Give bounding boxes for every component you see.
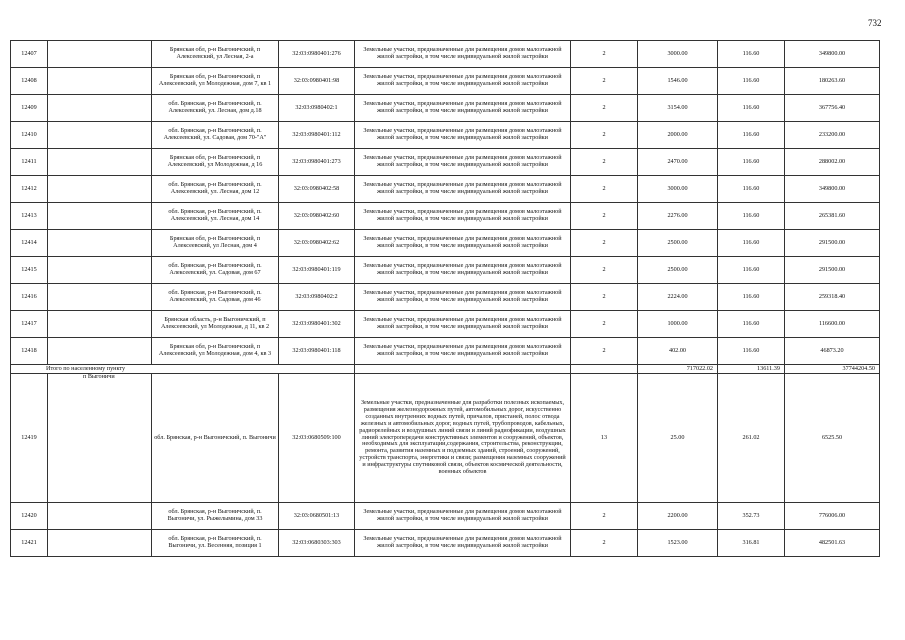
row-address: обл. Брянская, р-н Выгоничский, п. Выгоничи, ул. Рыжелымина, дом 33: [152, 503, 279, 530]
row-cadastral: 32:03:0980401:98: [279, 68, 355, 95]
row-id: 12419: [11, 374, 48, 503]
table-row: [11, 257, 880, 284]
row-id: 12416: [11, 284, 48, 311]
row-cadastral: 32:03:0980401:276: [279, 41, 355, 68]
row-group: 2: [571, 68, 638, 95]
row-purpose: Земельные участки, предназначенные для разработки полезных ископаемых, размещения железнодорожных путей, автомобильных дорог, искусственно созданных внутренних водных путей, причалов, пристаней, полос отвода железных и автомобильных дорог, водных путей, трубопроводов, кабельных, радиорелейных и воздушных линий связи и линий радиофикации, воздушных линий электропередачи конструктивных элементов и сооружений, объектов, необходимых для эксплуатации,содержания, строительства, реконструкции, ремонта, развития наземных и подземных зданий, строений, сооружений, устройств транспорта, энергетики и связи; размещения наземных сооружений и инфраструктуры спутниковой связи, объектов космической деятельности, военных объектов: [355, 374, 571, 503]
row-id: 12409: [11, 95, 48, 122]
row-area: 2500.00: [638, 257, 718, 284]
row-cadastral: 32:03:0680509:100: [279, 374, 355, 503]
row-value: 116600.00: [785, 311, 880, 338]
row-group: 2: [571, 176, 638, 203]
row-empty: [48, 176, 152, 203]
row-area: 25.00: [638, 374, 718, 503]
settlement-title: п Выгоничи: [48, 374, 152, 503]
row-area: 2500.00: [638, 230, 718, 257]
row-area: 1000.00: [638, 311, 718, 338]
row-area: 2000.00: [638, 122, 718, 149]
row-rate: 116.60: [718, 338, 785, 365]
row-cadastral: 32:03:0980402:1: [279, 95, 355, 122]
row-rate: 261.02: [718, 374, 785, 503]
row-purpose: Земельные участки, предназначенные для размещения домов малоэтажной жилой застройки, в том числе индивидуальной жилой застройки: [355, 41, 571, 68]
row-group: 2: [571, 95, 638, 122]
row-address: обл. Брянская, р-н Выгоничский, п. Алексеевский, ул. Садовая, дом 70-"А": [152, 122, 279, 149]
row-empty: [48, 230, 152, 257]
row-area: 3000.00: [638, 41, 718, 68]
row-empty: [48, 68, 152, 95]
row-group: 2: [571, 503, 638, 530]
row-address: обл. Брянская, р-н Выгоничский, п. Алексеевский, ул. Лесная, дом 14: [152, 203, 279, 230]
table-row: [11, 284, 880, 311]
row-rate: 116.60: [718, 230, 785, 257]
row-id: 12420: [11, 503, 48, 530]
row-value: 367756.40: [785, 95, 880, 122]
row-purpose: Земельные участки, предназначенные для размещения домов малоэтажной жилой застройки, в том числе индивидуальной жилой застройки: [355, 230, 571, 257]
row-area: 2276.00: [638, 203, 718, 230]
row-rate: 116.60: [718, 95, 785, 122]
row-purpose: Земельные участки, предназначенные для размещения домов малоэтажной жилой застройки, в том числе индивидуальной жилой застройки: [355, 122, 571, 149]
row-empty: [48, 530, 152, 557]
subtotal-rate: 13611.39: [718, 365, 785, 374]
row-group: 2: [571, 149, 638, 176]
table-row: [11, 311, 880, 338]
row-empty: [48, 257, 152, 284]
row-purpose: Земельные участки, предназначенные для размещения домов малоэтажной жилой застройки, в том числе индивидуальной жилой застройки: [355, 284, 571, 311]
row-address: Брянская обл, р-н Выгоничский, п Алексеевский, ул Лесная, дом 4: [152, 230, 279, 257]
row-value: 6525.50: [785, 374, 880, 503]
row-rate: 116.60: [718, 284, 785, 311]
row-empty: [48, 122, 152, 149]
table-row: [11, 122, 880, 149]
row-group: 2: [571, 41, 638, 68]
row-cadastral: 32:03:0980401:302: [279, 311, 355, 338]
row-group: 13: [571, 374, 638, 503]
row-rate: 116.60: [718, 257, 785, 284]
table-row: [11, 176, 880, 203]
row-address: обл. Брянская, р-н Выгоничский, п. Выгоничи: [152, 374, 279, 503]
row-address: обл. Брянская, р-н Выгоничский, п. Алексеевский, ул. Садовая, дом 67: [152, 257, 279, 284]
row-purpose: Земельные участки, предназначенные для размещения домов малоэтажной жилой застройки, в том числе индивидуальной жилой застройки: [355, 257, 571, 284]
row-id: 12415: [11, 257, 48, 284]
subtotal-value: 37744204.50: [785, 365, 880, 374]
row-rate: 316.81: [718, 530, 785, 557]
table-row: [11, 203, 880, 230]
row-group: 2: [571, 311, 638, 338]
row-purpose: Земельные участки, предназначенные для размещения домов малоэтажной жилой застройки, в том числе индивидуальной жилой застройки: [355, 311, 571, 338]
row-address: обл. Брянская, р-н Выгоничский, п. Алексеевский, ул. Садовая, дом 46: [152, 284, 279, 311]
table-row: [11, 530, 880, 557]
row-purpose: Земельные участки, предназначенные для размещения домов малоэтажной жилой застройки, в том числе индивидуальной жилой застройки: [355, 68, 571, 95]
row-empty: [48, 284, 152, 311]
row-empty: [48, 149, 152, 176]
land-register-table: [10, 40, 880, 557]
row-value: 776006.00: [785, 503, 880, 530]
row-rate: 116.60: [718, 176, 785, 203]
table-row: [11, 95, 880, 122]
row-rate: 116.60: [718, 149, 785, 176]
row-value: 259318.40: [785, 284, 880, 311]
row-area: 402.00: [638, 338, 718, 365]
row-value: 349800.00: [785, 176, 880, 203]
row-empty: [48, 41, 152, 68]
row-group: 2: [571, 230, 638, 257]
table-row: [11, 41, 880, 68]
row-id: 12418: [11, 338, 48, 365]
subtotal-row: [11, 365, 880, 374]
table-row: [11, 149, 880, 176]
row-rate: 116.60: [718, 122, 785, 149]
row-rate: 116.60: [718, 311, 785, 338]
row-purpose: Земельные участки, предназначенные для размещения домов малоэтажной жилой застройки, в том числе индивидуальной жилой застройки: [355, 176, 571, 203]
row-empty: [48, 203, 152, 230]
row-cadastral: 32:03:0980401:273: [279, 149, 355, 176]
row-cadastral: 32:03:0980402:2: [279, 284, 355, 311]
row-cadastral: 32:03:0980402:60: [279, 203, 355, 230]
row-group: 2: [571, 257, 638, 284]
row-area: 3154.00: [638, 95, 718, 122]
page-number: 732: [868, 18, 882, 28]
row-value: 180263.60: [785, 68, 880, 95]
subtotal-area: 717022.02: [638, 365, 718, 374]
row-area: 1523.00: [638, 530, 718, 557]
row-rate: 352.73: [718, 503, 785, 530]
row-id: 12411: [11, 149, 48, 176]
row-empty: [48, 311, 152, 338]
row-address: Брянская обл, р-н Выгоничский, п Алексеевский, ул Молодежная, дом 4, кв 3: [152, 338, 279, 365]
row-cadastral: 32:03:0980401:112: [279, 122, 355, 149]
row-purpose: Земельные участки, предназначенные для размещения домов малоэтажной жилой застройки, в том числе индивидуальной жилой застройки: [355, 95, 571, 122]
row-group: 2: [571, 530, 638, 557]
row-address: обл. Брянская, р-н Выгоничский, п. Алексеевский, ул. Лесная, дом 12: [152, 176, 279, 203]
row-cadastral: 32:03:0680501:13: [279, 503, 355, 530]
table-row: [11, 230, 880, 257]
row-id: 12408: [11, 68, 48, 95]
row-area: 3000.00: [638, 176, 718, 203]
subtotal-label: Итого по населенному пункту: [11, 365, 355, 374]
row-rate: 116.60: [718, 68, 785, 95]
row-value: 288002.00: [785, 149, 880, 176]
row-value: 265381.60: [785, 203, 880, 230]
row-id: 12421: [11, 530, 48, 557]
row-empty: [48, 95, 152, 122]
row-purpose: Земельные участки, предназначенные для размещения домов малоэтажной жилой застройки, в том числе индивидуальной жилой застройки: [355, 503, 571, 530]
row-id: 12407: [11, 41, 48, 68]
row-address: Брянская обл, р-н Выгоничский, п Алексеевский, ул Молодежная, дом 7, кв 1: [152, 68, 279, 95]
table-row: [11, 68, 880, 95]
row-value: 349800.00: [785, 41, 880, 68]
row-cadastral: 32:03:0980401:118: [279, 338, 355, 365]
table-row: [11, 374, 880, 503]
row-id: 12413: [11, 203, 48, 230]
row-area: 2224.00: [638, 284, 718, 311]
row-group: 2: [571, 338, 638, 365]
row-area: 2200.00: [638, 503, 718, 530]
row-group: 2: [571, 284, 638, 311]
row-value: 291500.00: [785, 230, 880, 257]
row-area: 1546.00: [638, 68, 718, 95]
row-value: 233200.00: [785, 122, 880, 149]
row-value: 482501.63: [785, 530, 880, 557]
row-empty: [48, 338, 152, 365]
row-id: 12414: [11, 230, 48, 257]
row-cadastral: 32:03:0980402:58: [279, 176, 355, 203]
row-purpose: Земельные участки, предназначенные для размещения домов малоэтажной жилой застройки, в том числе индивидуальной жилой застройки: [355, 530, 571, 557]
table-row: [11, 338, 880, 365]
row-cadastral: 32:03:0980402:62: [279, 230, 355, 257]
row-address: обл. Брянская, р-н Выгоничский, п. Выгоничи, ул. Весенняя, позиция 1: [152, 530, 279, 557]
table-row: [11, 503, 880, 530]
row-group: 2: [571, 203, 638, 230]
row-empty: [48, 503, 152, 530]
row-id: 12417: [11, 311, 48, 338]
row-value: 291500.00: [785, 257, 880, 284]
row-purpose: Земельные участки, предназначенные для размещения домов малоэтажной жилой застройки, в том числе индивидуальной жилой застройки: [355, 338, 571, 365]
row-id: 12410: [11, 122, 48, 149]
row-address: Брянская область, р-н Выгоничский, п Алексеевский, ул Молодежная, д 11, кв 2: [152, 311, 279, 338]
row-purpose: Земельные участки, предназначенные для размещения домов малоэтажной жилой застройки, в том числе индивидуальной жилой застройки: [355, 203, 571, 230]
row-address: Брянская обл, р-н Выгоничский, п Алексеевский, ул Лесная, 2-а: [152, 41, 279, 68]
row-rate: 116.60: [718, 203, 785, 230]
row-address: Брянская обл, р-н Выгоничский, п Алексеевский, ул Молодежная, д 16: [152, 149, 279, 176]
row-rate: 116.60: [718, 41, 785, 68]
row-id: 12412: [11, 176, 48, 203]
row-value: 46873.20: [785, 338, 880, 365]
row-address: обл. Брянская, р-н Выгоничский, п. Алексеевский, ул. Лесная, дом д.18: [152, 95, 279, 122]
row-group: 2: [571, 122, 638, 149]
row-area: 2470.00: [638, 149, 718, 176]
row-purpose: Земельные участки, предназначенные для размещения домов малоэтажной жилой застройки, в том числе индивидуальной жилой застройки: [355, 149, 571, 176]
row-cadastral: 32:03:0980401:119: [279, 257, 355, 284]
row-cadastral: 32:03:0680303:303: [279, 530, 355, 557]
